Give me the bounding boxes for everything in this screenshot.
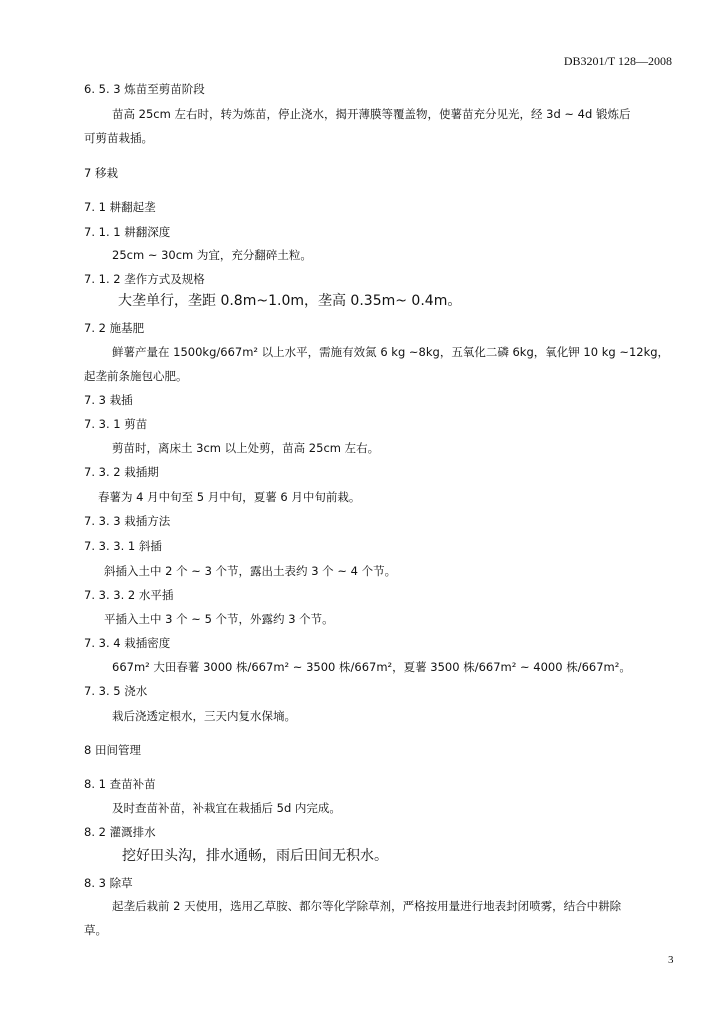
section-heading: 7. 3 栽插 [84,393,133,407]
chapter-heading: 8 田间管理 [84,743,141,757]
paragraph-line: 大垄单行，垄距 0.8m~1.0m，垄高 0.35m~ 0.4m。 [118,293,462,309]
paragraph-line: 苗高 25cm 左右时，转为炼苗，停止浇水，揭开薄膜等覆盖物，使薯苗充分见光，经 3d ~ 4d 锻炼后 [112,107,631,121]
paragraph-line: 鲜薯产量在 1500kg/667m² 以上水平，需施有效氮 6 kg ~8kg，五氧化二磷 6kg，氧化钾 10 kg ~12kg， [112,345,670,359]
paragraph-line: 25cm ~ 30cm 为宜，充分翻碎土粒。 [112,248,312,262]
paragraph-line: 春薯为 4 月中旬至 5 月中旬，夏薯 6 月中旬前栽。 [98,490,361,504]
section-heading: 7. 3. 3. 2 水平插 [84,588,174,602]
page-number: 3 [668,954,674,966]
section-heading: 7. 3. 2 栽插期 [84,465,159,479]
section-heading: 7. 3. 3 栽插方法 [84,514,171,528]
chapter-heading: 7 移栽 [84,166,118,180]
section-heading: 7. 3. 1 剪苗 [84,417,148,431]
section-heading: 7. 3. 4 栽插密度 [84,636,171,650]
section-heading: 7. 3. 5 浇水 [84,684,148,698]
paragraph-line: 起垄后栽前 2 天使用，选用乙草胺、都尔等化学除草剂，严格按用量进行地表封闭喷雾，结合中耕除 [112,899,622,913]
section-heading: 7. 1 耕翻起垄 [84,200,156,214]
paragraph-line: 斜插入土中 2 个 ~ 3 个节，露出土表约 3 个 ~ 4 个节。 [104,564,397,578]
section-heading: 7. 1. 2 垄作方式及规格 [84,272,205,286]
paragraph-line: 挖好田头沟，排水通畅，雨后田间无积水。 [122,848,388,864]
paragraph-line: 及时查苗补苗，补栽宜在栽插后 5d 内完成。 [112,801,341,815]
header-rule [84,72,672,73]
paragraph-line: 起垄前条施包心肥。 [84,369,188,383]
paragraph-line: 栽后浇透定根水，三天内复水保墒。 [112,709,296,723]
paragraph-line: 平插入土中 3 个 ~ 5 个节，外露约 3 个节。 [104,612,334,626]
paragraph-line: 剪苗时，离床土 3cm 以上处剪，苗高 25cm 左右。 [112,441,380,455]
paragraph-line: 草。 [84,923,107,937]
section-heading: 7. 1. 1 耕翻深度 [84,225,171,239]
section-heading: 8. 2 灌溉排水 [84,825,156,839]
paragraph-line: 可剪苗栽插。 [84,131,153,145]
section-heading: 8. 1 查苗补苗 [84,777,156,791]
section-heading: 7. 2 施基肥 [84,321,145,335]
section-heading: 8. 3 除草 [84,876,133,890]
document-code: DB3201/T 128—2008 [563,54,672,68]
section-heading: 7. 3. 3. 1 斜插 [84,539,162,553]
section-heading: 6. 5. 3 炼苗至剪苗阶段 [84,82,205,96]
paragraph-line: 667m² 大田春薯 3000 株/667m² ~ 3500 株/667m²，夏薯 3500 株/667m² ~ 4000 株/667m²。 [112,660,631,674]
